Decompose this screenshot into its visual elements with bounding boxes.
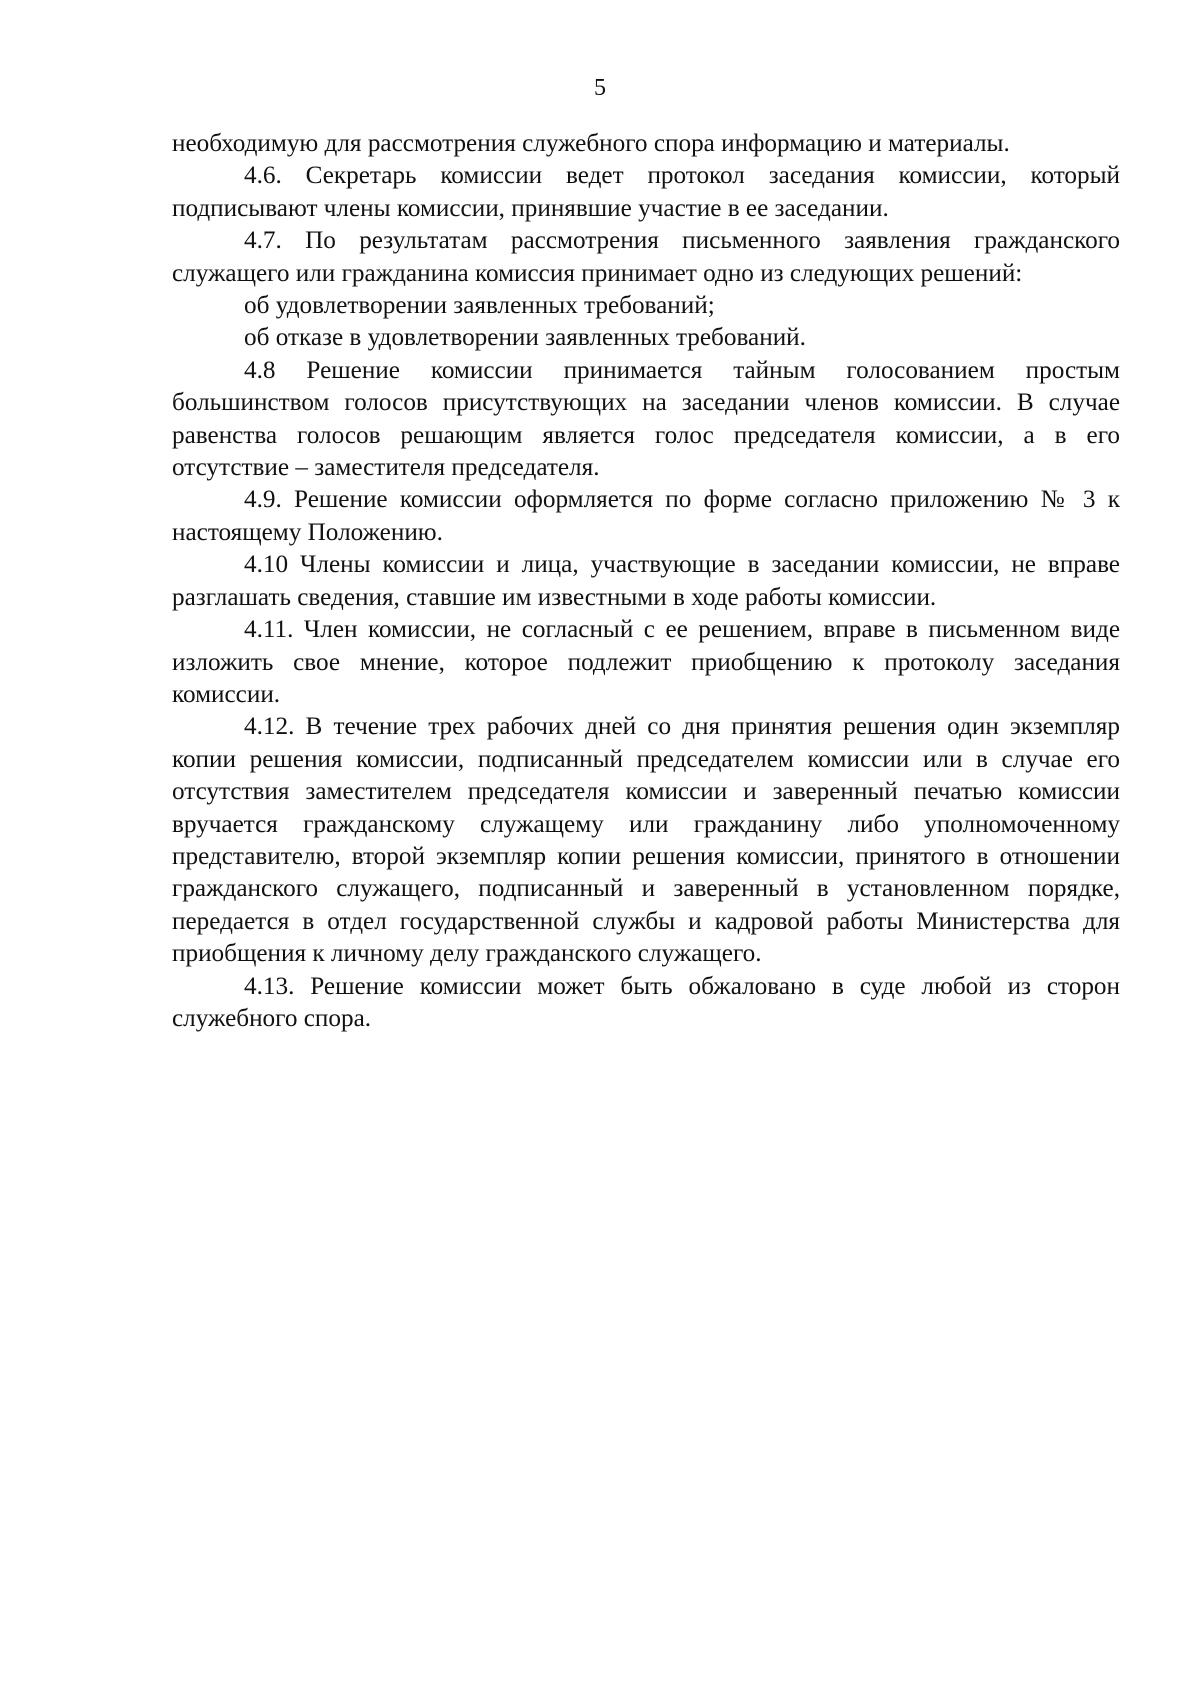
paragraph-4-10: 4.10 Члены комиссии и лица, участвующие в заседании комиссии, не вправе разглашать сведения, ставшие им известными в ходе работы комиссии. <box>172 551 1120 611</box>
paragraph-4-8: 4.8 Решение комиссии принимается тайным голосованием простым большинством голосов присутствующих на заседании членов комиссии. В случае равенства голосов решающим является голос председателя комиссии, а в его отсутствие – заместителя председателя. <box>172 356 1120 482</box>
paragraph-4-6: 4.6. Секретарь комиссии ведет протокол заседания комиссии, который подписывают члены комиссии, принявшие участие в ее заседании. <box>172 162 1120 222</box>
page-number: 5 <box>594 75 606 101</box>
paragraph-4-7: 4.7. По результатам рассмотрения письменного заявления гражданского служащего или гражданина комиссия принимает одно из следующих решений: <box>172 227 1120 287</box>
paragraph-continuation: необходимую для рассмотрения служебного спора информацию и материалы. <box>172 130 1010 157</box>
paragraph-4-12: 4.12. В течение трех рабочих дней со дня принятия решения один экземпляр копии решения комиссии, подписанный председателем комиссии или в случае его отсутствия заместителем председателя комиссии и заверенный печатью комиссии вручается гражданскому служащему или гражданину либо уполномоченному представителю, второй экземпляр копии решения комиссии, принятого в отношении гражданского служащего, подписанный и заверенный в установленном порядке, передается в отдел государственной службы и кадровой работы Министерства для приобщения к личному делу гражданского служащего. <box>172 713 1120 968</box>
document-body <box>172 128 1120 1035</box>
paragraph-4-11: 4.11. Член комиссии, не согласный с ее решением, вправе в письменном виде изложить свое мнение, которое подлежит приобщению к протоколу заседания комиссии. <box>172 616 1120 708</box>
paragraph-4-9: 4.9. Решение комиссии оформляется по форме согласно приложению № 3 к настоящему Положению. <box>172 486 1120 546</box>
paragraph-4-13: 4.13. Решение комиссии может быть обжаловано в суде любой из сторон служебного спора. <box>172 972 1120 1032</box>
decision-option-satisfy: об удовлетворении заявленных требований; <box>244 292 715 320</box>
decision-option-refuse: об отказе в удовлетворении заявленных требований. <box>244 324 806 352</box>
